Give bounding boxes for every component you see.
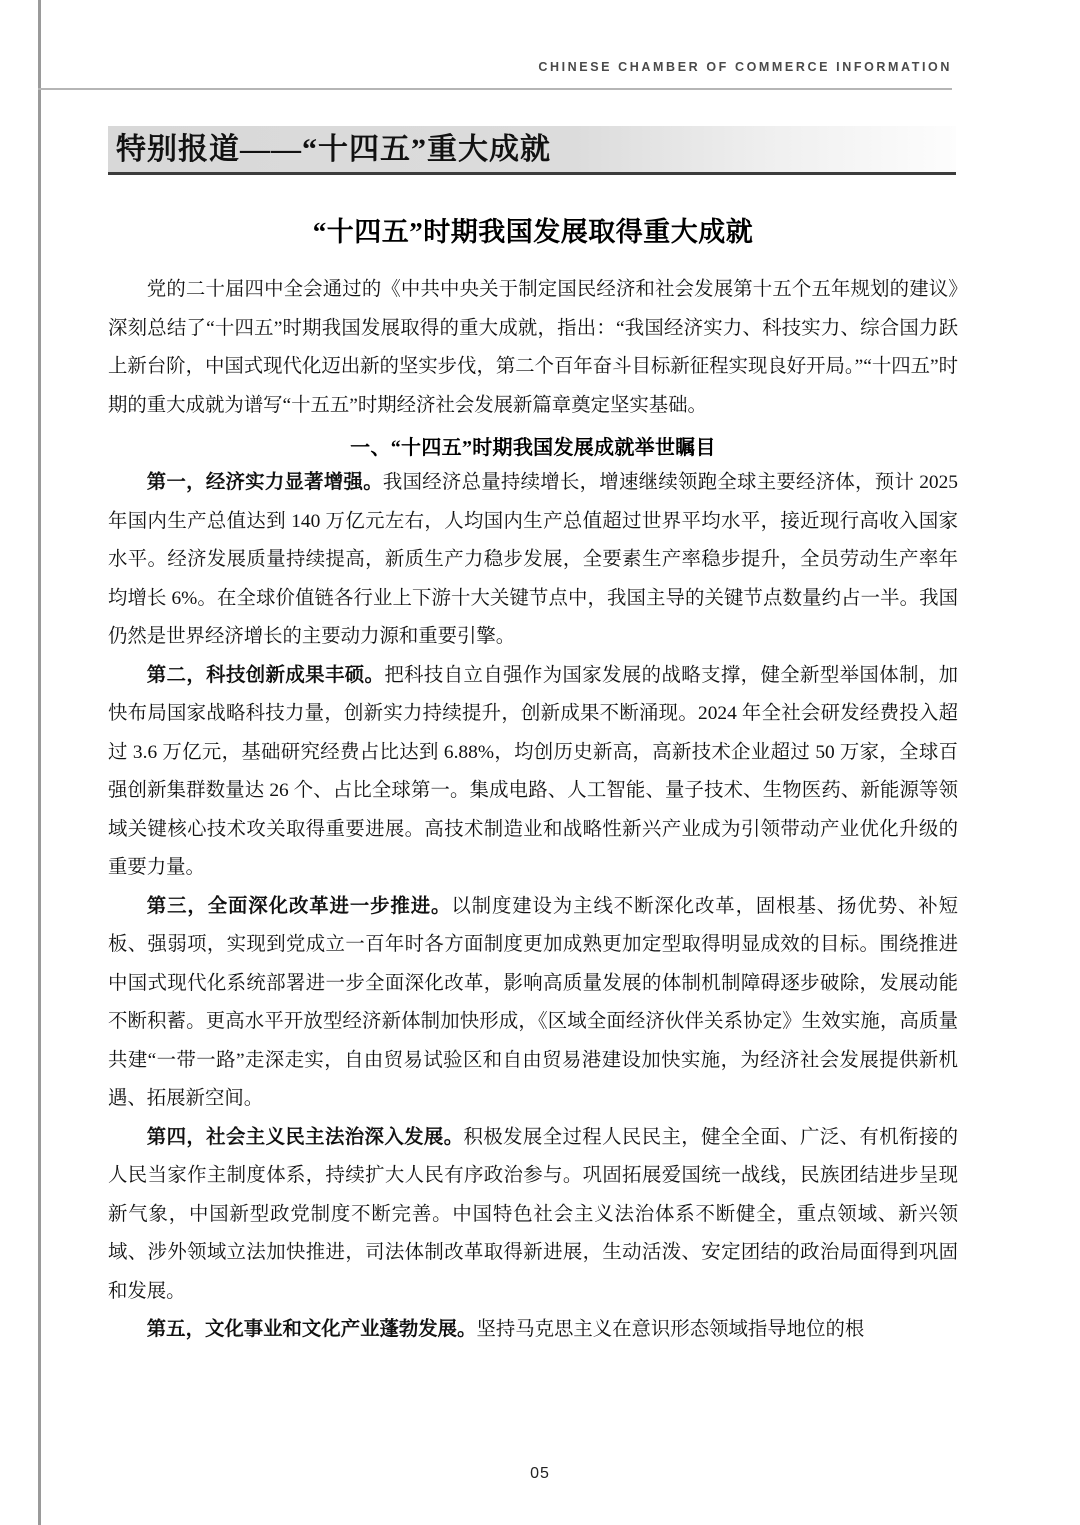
article-paragraph-4 (108, 1119, 958, 1312)
article-paragraph-2 (108, 657, 958, 888)
page-number: 05 (530, 1465, 550, 1482)
paragraph-3-text: 以制度建设为主线不断深化改革，固根基、扬优势、补短板、强弱项，实现到党成立一百年时各方面制度更加成熟更加定型取得明显成效的目标。围绕推进中国式现代化系统部署进一步全面深化改革，影响高质量发展的体制机制障碍逐步破除，发展动能不断积蓄。更高水平开放型经济新体制加快形成，《区域全面经济伙伴关系协定》生效实施，高质量共建“一带一路”走深走实，自由贸易试验区和自由贸易港建设加快实施，为经济社会发展提供新机遇、拓展新空间。 (108, 895, 959, 1109)
paragraph-4-text: 积极发展全过程人民民主，健全全面、广泛、有机衔接的人民当家作主制度体系，持续扩大人民有序政治参与。巩固拓展爱国统一战线，民族团结进步呈现新气象，中国新型政党制度不断完善。中国特色社会主义法治体系不断健全，重点领域、新兴领域、涉外领域立法加快推进，司法体制改革取得新进展，生动活泼、安定团结的政治局面得到巩固和发展。 (108, 1126, 959, 1302)
paragraph-3-lead: 第三，全面深化改革进一步推进。 (146, 895, 452, 917)
article-section-heading-1: 一、“十四五”时期我国发展成就举世瞩目 (350, 437, 716, 459)
article-paragraph-5 (108, 1311, 958, 1350)
paragraph-2-text: 把科技自立自强作为国家发展的战略支撑，健全新型举国体制，加快布局国家战略科技力量，创新实力持续提升，创新成果不断涌现。2024 年全社会研发经费投入超过 3.6 万亿元，基础研究经费占比达到 6.88%，均创历史新高，高新技术企业超过 50 万家，全球百强创新集群数量达 26 个、占比全球第一。集成电路、人工智能、量子技术、生物医药、新能源等领域关键核心技术攻关取得重要进展。高技术制造业和战略性新兴产业成为引领带动产业优化升级的重要力量。 (108, 664, 959, 878)
article-paragraph-intro: 党的二十届四中全会通过的《中共中央关于制定国民经济和社会发展第十五个五年规划的建议》深刻总结了“十四五”时期我国发展取得的重大成就，指出：“我国经济实力、科技实力、综合国力跃上新台阶，中国式现代化迈出新的坚实步伐，第二个百年奋斗目标新征程实现良好开局。”“十四五”时期的重大成就为谱写“十五五”时期经济社会发展新篇章奠定坚实基础。 (108, 279, 958, 416)
article-body (108, 210, 958, 1350)
running-header-divider (38, 88, 952, 90)
running-header (0, 52, 1080, 92)
paragraph-5-lead: 第五，文化事业和文化产业蓬勃发展。 (146, 1319, 477, 1340)
paragraph-4-lead: 第四，社会主义民主法治深入发展。 (146, 1126, 464, 1148)
section-banner-title: 特别报道——“十四五”重大成就 (116, 133, 551, 166)
paragraph-1-lead: 第一，经济实力显著增强。 (146, 472, 383, 493)
paragraph-1-text: 我国经济总量持续增长，增速继续领跑全球主要经济体，预计 2025 年国内生产总值达到 140 万亿元左右，人均国内生产总值超过世界平均水平，接近现行高收入国家水平。经济发展质量持续提高，新质生产力稳步发展，全要素生产率稳步提升，全员劳动生产率年均增长 6%。在全球价值链各行业上下游十大关键节点中，我国主导的关键节点数量约占一半。我国仍然是世界经济增长的主要动力源和重要引擎。 (108, 472, 958, 647)
paragraph-2-lead: 第二，科技创新成果丰硕。 (146, 664, 385, 686)
left-margin-rule (38, 0, 41, 1525)
article-paragraph-3 (108, 888, 958, 1119)
paragraph-5-text: 坚持马克思主义在意识形态领域指导地位的根 (476, 1319, 865, 1340)
section-banner-underline (108, 172, 956, 175)
running-header-text: CHINESE CHAMBER OF COMMERCE INFORMATION (538, 60, 952, 74)
article-title: “十四五”时期我国发展取得重大成就 (312, 217, 754, 247)
article-paragraph-1 (108, 464, 958, 657)
section-banner (108, 126, 956, 174)
